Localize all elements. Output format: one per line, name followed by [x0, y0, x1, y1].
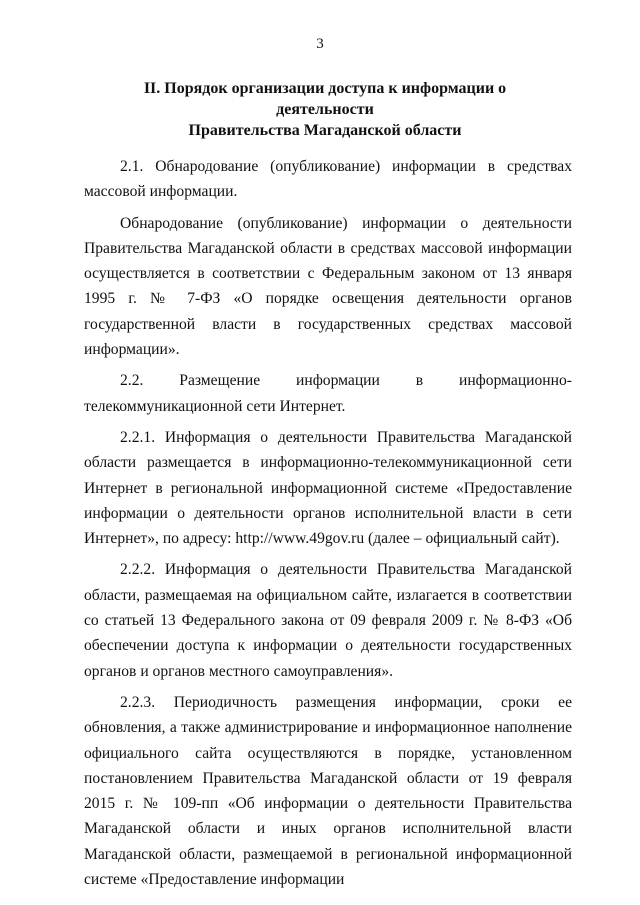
page-number: 3 [316, 36, 324, 52]
paragraph-2-2: 2.2. Размещение информации в информационно-телекоммуникационной сети Интернет. [84, 372, 572, 415]
section-heading-line-2: Правительства Магаданской области [188, 122, 462, 139]
section-heading [100, 78, 550, 141]
paragraph-2-1: 2.1. Обнародование (опубликование) информации в средствах массовой информации. [84, 158, 572, 201]
paragraph-2-2-2: 2.2.2. Информация о деятельности Правительства Магаданской области, размещаемая на официальном сайте, излагается в соответствии со статьей 13 Федерального закона от 09 февраля 2009 г. № 8-ФЗ «Об обеспечении доступа к информации о деятельности государственных органов и органов местного самоуправления». [84, 561, 572, 680]
section-heading-line-1: II. Порядок организации доступа к информации о деятельности [143, 80, 507, 118]
paragraph-2-1-text: Обнародование (опубликование) информации о деятельности Правительства Магаданской области в средствах массовой информации осуществляется в соответствии с Федеральным законом от 13 января 1995 г. № 7-ФЗ «О порядке освещения деятельности органов государственной власти в государственных средствах массовой информации». [84, 214, 572, 359]
document-body [84, 154, 572, 892]
paragraph-2-2-1: 2.2.1. Информация о деятельности Правительства Магаданской области размещается в информационно-телекоммуникационной сети Интернет в региональной информационной системе «Предоставление информации о деятельности органов исполнительной власти в сети Интернет», по адресу: http://www.49gov.ru (далее – официальный сайт). [84, 428, 572, 548]
paragraph-2-2-3: 2.2.3. Периодичность размещения информации, сроки ее обновления, а также администрирование и информационное наполнение официального сайта осуществляются в порядке, установленном постановлением Правительства Магаданской области от 19 февраля 2015 г. № 109-пп «Об информации о деятельности Правительства Магаданской области и иных органов исполнительной власти Магаданской области, размещаемой в региональной информационной системе «Предоставление информации [84, 693, 572, 889]
